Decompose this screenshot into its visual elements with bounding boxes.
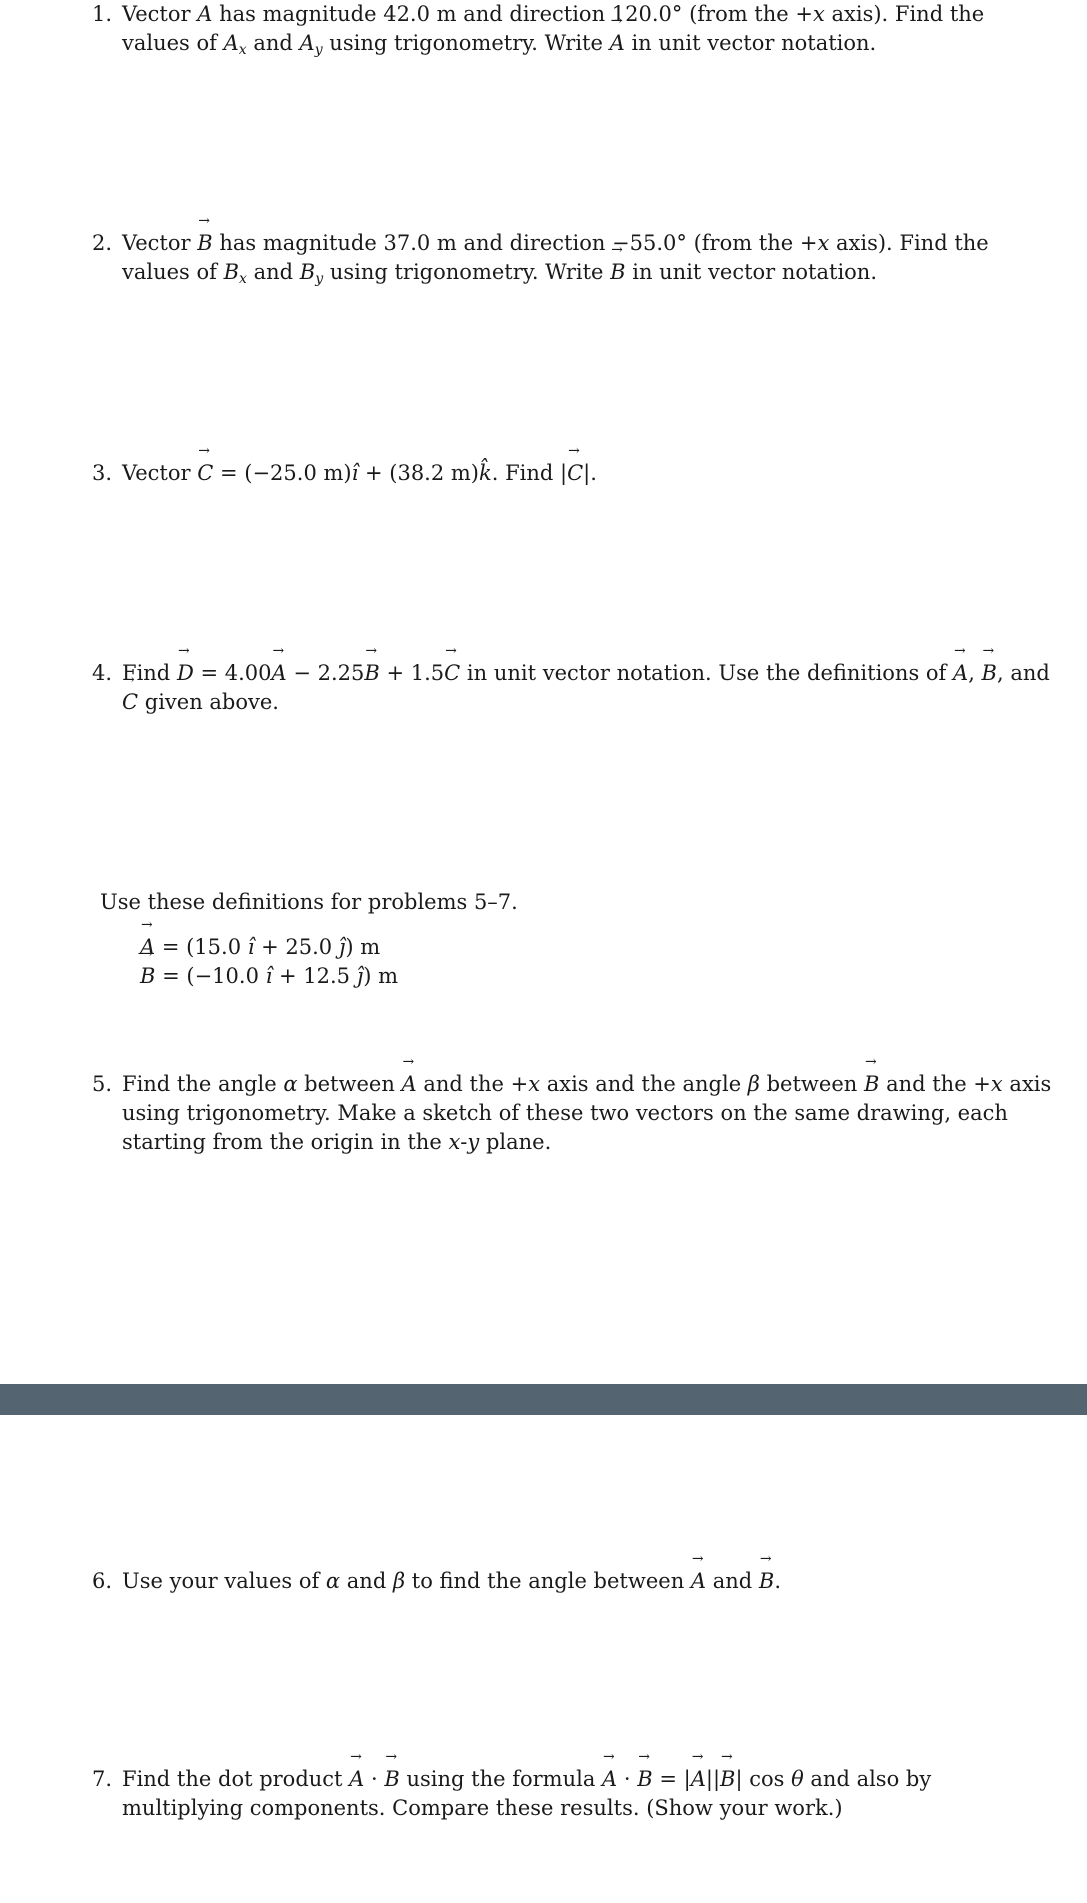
problem-number: 4. [92, 661, 113, 685]
problem-text: Vector → C = (−25.0 m)î + (38.2 m)k̂. Find |→ C|. [122, 459, 1052, 488]
problem-number: 2. [92, 231, 113, 255]
problem-text: Use your values of α and β to find the angle between → A and → B. [122, 1567, 1052, 1596]
definitions-intro: Use these definitions for problems 5–7. [100, 890, 518, 914]
problem-5 [92, 1070, 1052, 1157]
problem-text: Find the angle α between → A and the +x axis and the angle β between → B and the +x axis using trigonometry. Make a sketch of these two vectors on the same drawing, each starting from the origin in the x-y plane. [122, 1070, 1052, 1157]
problem-text: Vector → A has magnitude 42.0 m and direction 120.0° (from the +x axis). Find the values of $A_x$ and $A_y$ using trigonometry. Write → A in unit vector notation. [122, 0, 1052, 65]
problem-number: 5. [92, 1072, 113, 1096]
problem-number: 7. [92, 1767, 113, 1791]
problem-text: Vector → B has magnitude 37.0 m and direction −55.0° (from the +x axis). Find the values of $B_x$ and $B_y$ using trigonometry. Write → B in unit vector notation. [122, 229, 1052, 294]
definitions-block [100, 888, 518, 991]
problem-1 [92, 0, 1052, 65]
problem-number: 1. [92, 2, 113, 26]
problem-text: Find → D = 4.00→ A − 2.25→ B + 1.5→ C in unit vector notation. Use the definitions of → A, → B, and → C given above. [122, 659, 1052, 717]
problem-3 [92, 459, 1052, 488]
problem-4 [92, 659, 1052, 717]
problem-number: 3. [92, 461, 113, 485]
problem-number: 6. [92, 1569, 113, 1593]
definition-a: → A = (15.0 î + 25.0 ĵ) m [140, 933, 518, 962]
problem-2 [92, 229, 1052, 294]
problem-text: Find the dot product → A · → B using the formula → A · → B = |→ A||→ B| cos θ and also by multiplying components. Compare these results. (Show your work.) [122, 1765, 1052, 1823]
problem-7 [92, 1765, 1052, 1823]
definition-b: → B = (−10.0 î + 12.5 ĵ) m [140, 962, 518, 991]
problem-6 [92, 1567, 1052, 1596]
page-separator-band [0, 1384, 1087, 1415]
